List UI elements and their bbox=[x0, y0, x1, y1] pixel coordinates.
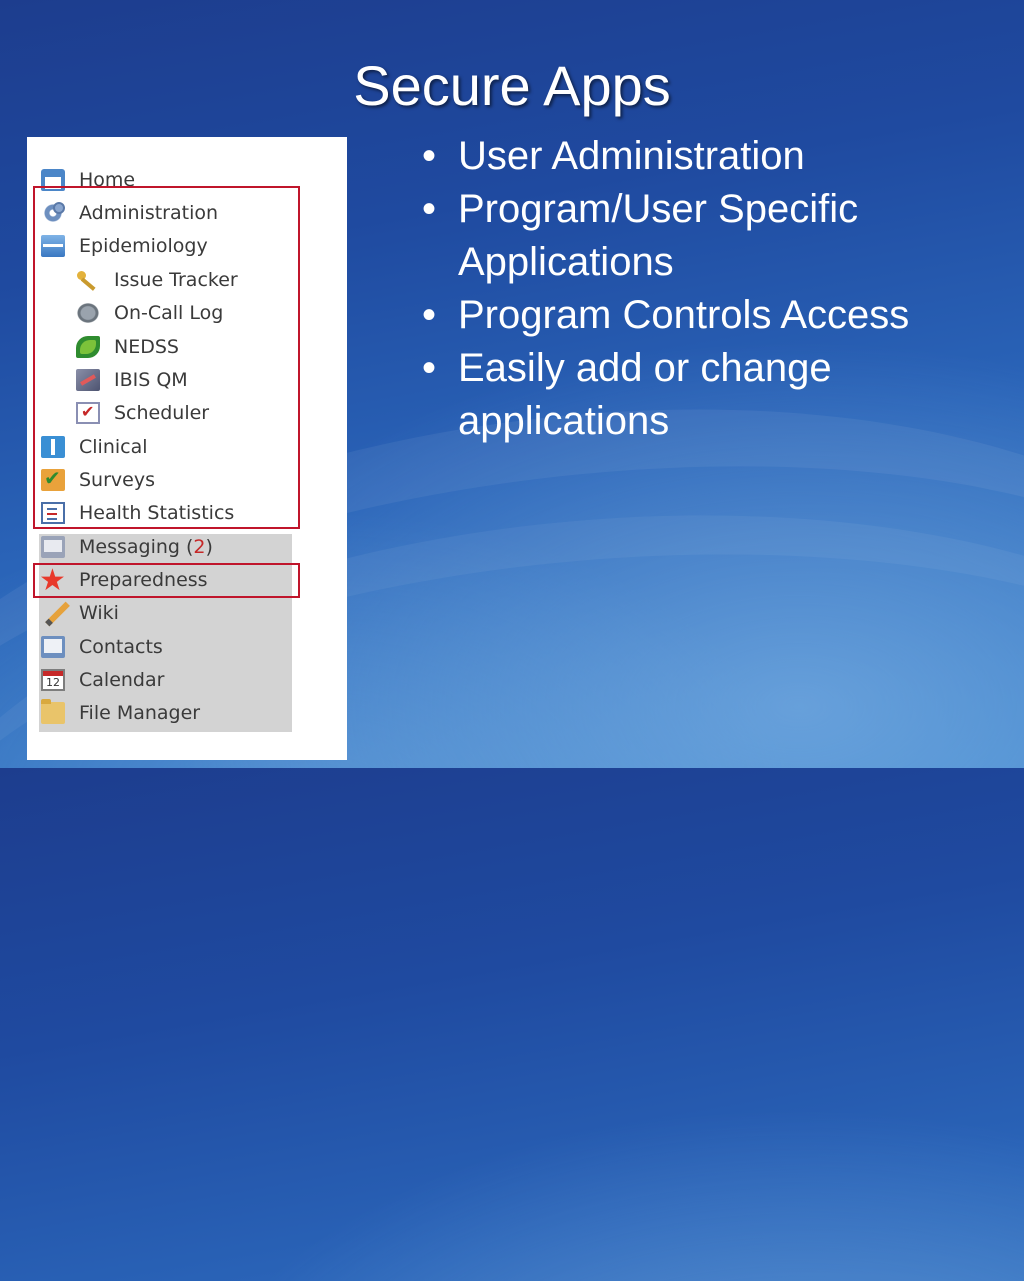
mail-window-icon bbox=[41, 536, 65, 558]
nav-item-label: Health Statistics bbox=[79, 502, 235, 524]
bullet-item: • Program/User Specific Applications bbox=[418, 183, 978, 289]
message-count-badge: 2 bbox=[193, 536, 206, 558]
bullet-item: • Program Controls Access bbox=[418, 289, 978, 342]
nav-item-label: Epidemiology bbox=[79, 235, 208, 257]
bullet-list bbox=[418, 130, 978, 448]
nav-item-label: IBIS QM bbox=[114, 369, 188, 391]
folder-icon bbox=[41, 702, 65, 724]
slide-title: Secure Apps bbox=[353, 54, 671, 117]
nav-item-label: Contacts bbox=[79, 636, 163, 658]
nav-item-label: Calendar bbox=[79, 669, 165, 691]
nav-item-label: Clinical bbox=[79, 436, 148, 458]
nav-item-label: Surveys bbox=[79, 469, 155, 491]
bullet-item: • Easily add or change applications bbox=[418, 342, 978, 448]
nav-item-contacts[interactable] bbox=[41, 632, 163, 662]
bullet-item: • User Administration bbox=[418, 130, 978, 183]
secure-apps-highlight-box bbox=[33, 186, 300, 529]
nav-item-label: File Manager bbox=[79, 702, 201, 724]
nav-item-label: Messaging (2) bbox=[79, 536, 213, 558]
nav-item-label: Preparedness bbox=[79, 569, 208, 591]
nav-item-label: Administration bbox=[79, 202, 219, 224]
nav-item-label: Scheduler bbox=[114, 402, 210, 424]
nav-item-messaging[interactable] bbox=[41, 532, 213, 562]
nav-item-wiki[interactable] bbox=[41, 598, 119, 628]
contacts-card-icon bbox=[41, 636, 65, 658]
nav-item-label: On-Call Log bbox=[114, 302, 224, 324]
nav-item-label: Issue Tracker bbox=[114, 269, 238, 291]
nav-item-calendar[interactable] bbox=[41, 665, 164, 695]
nav-item-label: NEDSS bbox=[114, 336, 179, 358]
preparedness-highlight-box bbox=[33, 563, 300, 598]
nav-item-label: Home bbox=[79, 169, 136, 191]
nav-item-label: Wiki bbox=[79, 602, 119, 624]
app-navigation-panel bbox=[27, 137, 347, 760]
calendar-icon bbox=[41, 669, 65, 691]
nav-item-file-manager[interactable] bbox=[41, 698, 200, 728]
pencil-icon bbox=[41, 602, 65, 624]
